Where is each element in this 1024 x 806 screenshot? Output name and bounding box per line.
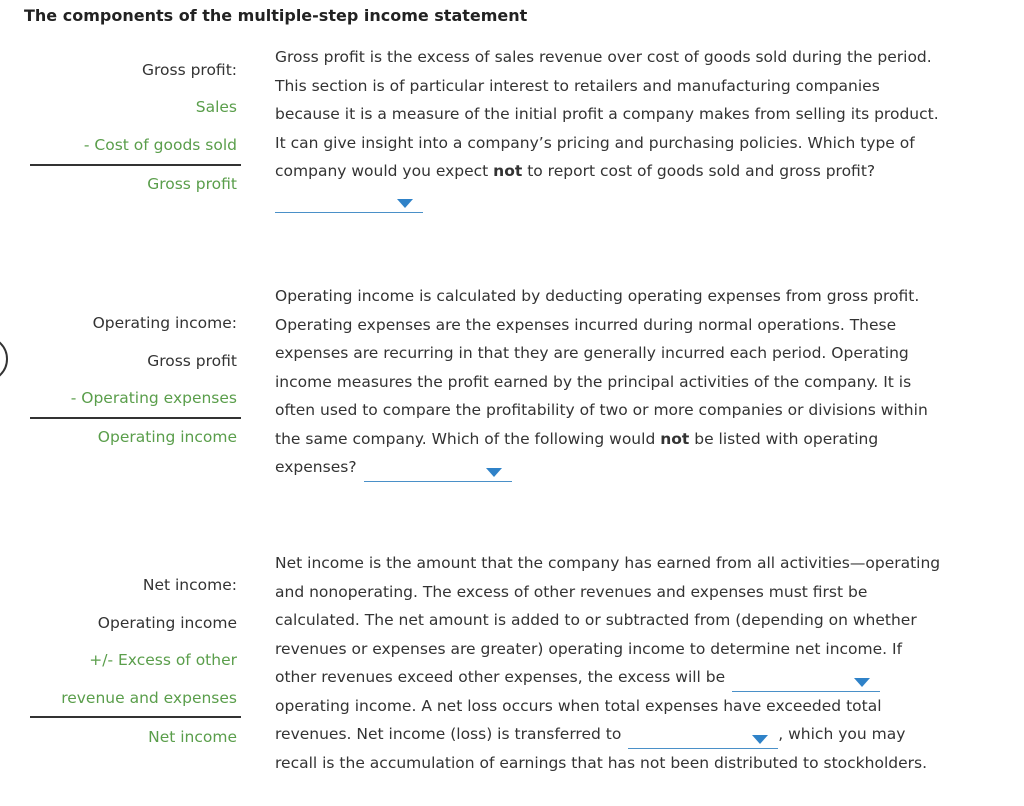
net-income-result: Net income: [148, 728, 237, 746]
sales-line: Sales: [195, 98, 237, 116]
excess-of-other-line: +/- Excess of other: [89, 651, 237, 669]
para-emphasis: not: [493, 162, 523, 180]
para-line: [275, 425, 1015, 454]
para-line: recall is the accumulation of earnings that has not been distributed to stockholders.: [275, 753, 928, 772]
para-line: because it is a measure of the initial profit a company makes from selling its product.: [275, 105, 939, 123]
para-text: other revenues exceed other expenses, the excess will be: [275, 668, 726, 686]
para-line: revenues or expenses are greater) operating income to determine net income. If: [275, 639, 903, 658]
para-line: [275, 663, 1015, 692]
para-line: calculated. The net amount is added to or subtracted from (depending on whether: [275, 611, 917, 629]
gross-profit-result: Gross profit: [147, 175, 237, 193]
para-line: income measures the profit earned by the principal activities of the company. It is: [275, 372, 912, 391]
para-text: company would you expect: [275, 162, 494, 180]
revenue-and-expenses-line: revenue and expenses: [61, 689, 237, 707]
company-type-dropdown[interactable]: [275, 190, 423, 213]
net-income-heading: Net income:: [142, 576, 237, 594]
para-text: be listed with operating: [689, 429, 879, 448]
gross-profit-paragraph: [275, 43, 1015, 186]
divider: [30, 164, 241, 166]
para-line: and nonoperating. The excess of other revenues and expenses must first be: [275, 582, 868, 601]
operating-income-result: Operating income: [97, 428, 237, 446]
net-income-paragraph: [275, 549, 1015, 777]
divider: [30, 716, 241, 718]
chevron-down-icon: [854, 678, 870, 687]
operating-income-paragraph: [275, 282, 1015, 482]
para-line: [275, 157, 1015, 186]
para-text: revenues. Net income (loss) is transferred to: [275, 725, 622, 743]
para-line: Operating expenses are the expenses incurred during normal operations. These: [275, 315, 897, 334]
para-line: Net income is the amount that the company has earned from all activities—operating: [275, 554, 941, 572]
para-line: often used to compare the profitability of two or more companies or divisions within: [275, 401, 928, 419]
para-text: expenses?: [275, 458, 357, 476]
gross-profit-heading: Gross profit:: [141, 61, 237, 79]
para-line: [275, 453, 1015, 482]
cost-of-goods-sold-line: - Cost of goods sold: [83, 136, 237, 154]
operating-expense-dropdown[interactable]: [364, 459, 512, 482]
gross-profit-line: Gross profit: [147, 352, 237, 370]
para-line: operating income. A net loss occurs when total expenses have exceeded total: [275, 696, 882, 715]
para-line: expenses are recurring in that they are generally incurred each period. Operating: [275, 344, 909, 362]
chevron-down-icon: [752, 735, 768, 744]
para-line: Gross profit is the excess of sales revenue over cost of goods sold during the period.: [275, 48, 932, 66]
para-line: [275, 720, 1015, 749]
para-emphasis: not: [660, 429, 690, 448]
operating-income-heading: Operating income:: [92, 314, 237, 332]
para-line: This section is of particular interest to retailers and manufacturing companies: [275, 76, 880, 95]
excess-effect-dropdown[interactable]: [732, 669, 880, 692]
para-line: Operating income is calculated by deducting operating expenses from gross profit.: [275, 287, 920, 305]
transfer-destination-dropdown[interactable]: [628, 726, 778, 749]
para-text: to report cost of goods sold and gross profit?: [522, 162, 876, 180]
page-title: The components of the multiple-step income statement: [24, 6, 528, 25]
chevron-down-icon: [486, 468, 502, 477]
chevron-down-icon: [397, 199, 413, 208]
para-line: It can give insight into a company’s pricing and purchasing policies. Which type of: [275, 133, 915, 152]
operating-expenses-line: - Operating expenses: [70, 389, 237, 407]
para-text: , which you may: [778, 725, 906, 743]
operating-income-line: Operating income: [97, 614, 237, 632]
circle-icon: [0, 336, 8, 382]
divider: [30, 417, 241, 419]
para-text: the same company. Which of the following would: [275, 429, 661, 448]
